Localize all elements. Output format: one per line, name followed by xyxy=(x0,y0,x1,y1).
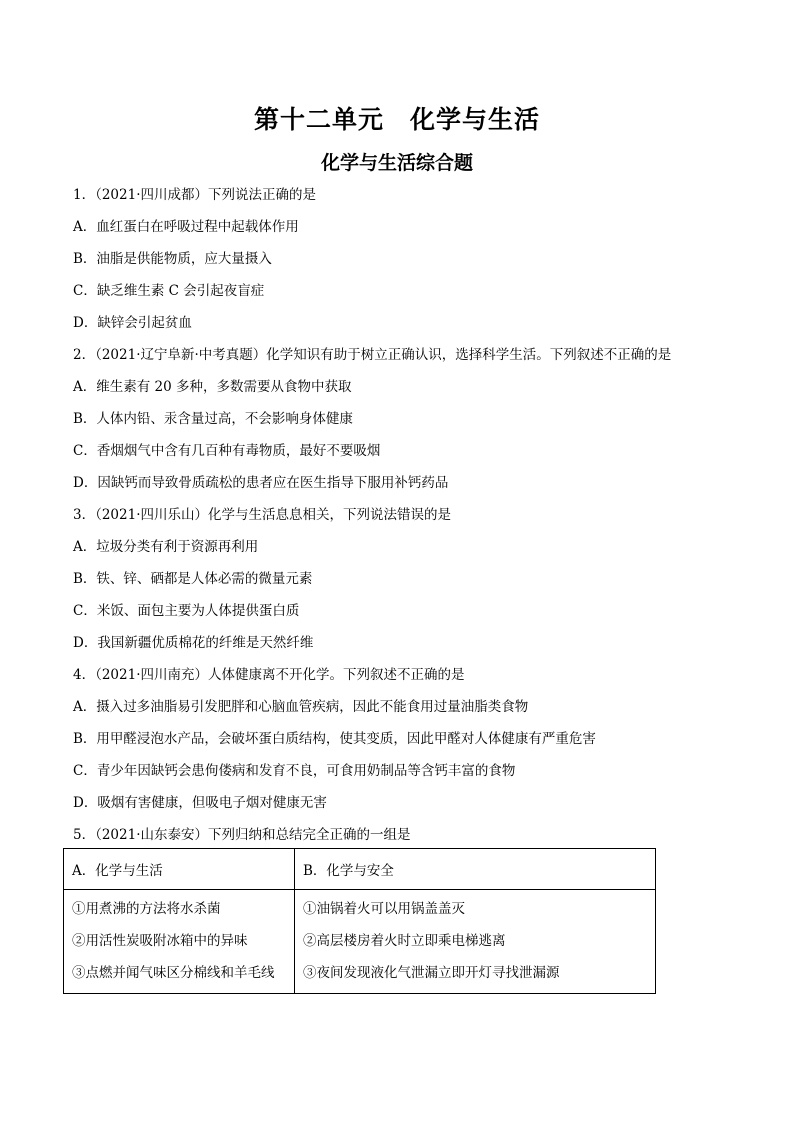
table-cell-b xyxy=(295,890,656,994)
question-2-option-a: A．维生素有 20 多种，多数需要从食物中获取 xyxy=(73,379,352,395)
page-subtitle: 化学与生活综合题 xyxy=(320,152,473,174)
table-cell-b-item-2: ②高层楼房着火时立即乘电梯逃离 xyxy=(303,933,506,949)
table-cell-a-item-2: ②用活性炭吸附冰箱中的异味 xyxy=(72,933,248,949)
question-4-option-a: A．摄入过多油脂易引发肥胖和心脑血管疾病，因此不能食用过量油脂类食物 xyxy=(73,699,529,715)
table-row xyxy=(64,890,656,994)
question-4-option-c: C．青少年因缺钙会患佝偻病和发育不良，可食用奶制品等含钙丰富的食物 xyxy=(73,763,516,779)
table-header-b: B．化学与安全 xyxy=(295,849,656,890)
table-cell-b-item-3: ③夜间发现液化气泄漏立即开灯寻找泄漏源 xyxy=(303,965,560,981)
question-2-option-d: D．因缺钙而导致骨质疏松的患者应在医生指导下服用补钙药品 xyxy=(73,475,449,491)
table-cell-b-item-1: ①油锅着火可以用锅盖盖灭 xyxy=(303,901,465,917)
question-1-option-c: C．缺乏维生素 C 会引起夜盲症 xyxy=(73,283,265,299)
question-3-option-d: D．我国新疆优质棉花的纤维是天然纤维 xyxy=(73,635,314,651)
question-1-option-d: D．缺锌会引起贫血 xyxy=(73,315,192,331)
question-5-table xyxy=(63,848,656,994)
table-header-row xyxy=(64,849,656,890)
question-4-stem: 4．（2021·四川南充）人体健康离不开化学。下列叙述不正确的是 xyxy=(73,667,465,683)
table-cell-a-item-1: ①用煮沸的方法将水杀菌 xyxy=(72,901,221,917)
table-cell-a xyxy=(64,890,295,994)
question-1-stem: 1．（2021·四川成都）下列说法正确的是 xyxy=(73,187,316,203)
table-header-a: A．化学与生活 xyxy=(64,849,295,890)
question-2-stem: 2．（2021·辽宁阜新·中考真题）化学知识有助于树立正确认识，选择科学生活。下列叙述不正确的是 xyxy=(73,347,672,363)
question-1-option-a: A．血红蛋白在呼吸过程中起载体作用 xyxy=(73,219,299,235)
question-2-option-b: B．人体内铅、汞含量过高，不会影响身体健康 xyxy=(73,411,353,427)
question-3-stem: 3．（2021·四川乐山）化学与生活息息相关，下列说法错误的是 xyxy=(73,507,451,523)
question-3-option-a: A．垃圾分类有利于资源再利用 xyxy=(73,539,259,555)
page-title: 第十二单元 化学与生活 xyxy=(253,105,540,134)
question-1-option-b: B．油脂是供能物质，应大量摄入 xyxy=(73,251,272,267)
question-2-option-c: C．香烟烟气中含有几百种有毒物质，最好不要吸烟 xyxy=(73,443,381,459)
question-list xyxy=(73,181,733,853)
question-4-option-b: B．用甲醛浸泡水产品，会破坏蛋白质结构，使其变质，因此甲醛对人体健康有严重危害 xyxy=(73,731,596,747)
question-4-option-d: D．吸烟有害健康，但吸电子烟对健康无害 xyxy=(73,795,327,811)
question-3-option-c: C．米饭、面包主要为人体提供蛋白质 xyxy=(73,603,300,619)
question-5-stem: 5．（2021·山东泰安）下列归纳和总结完全正确的一组是 xyxy=(73,827,411,843)
question-3-option-b: B．铁、锌、硒都是人体必需的微量元素 xyxy=(73,571,313,587)
table-cell-a-item-3: ③点燃并闻气味区分棉线和羊毛线 xyxy=(72,965,275,981)
